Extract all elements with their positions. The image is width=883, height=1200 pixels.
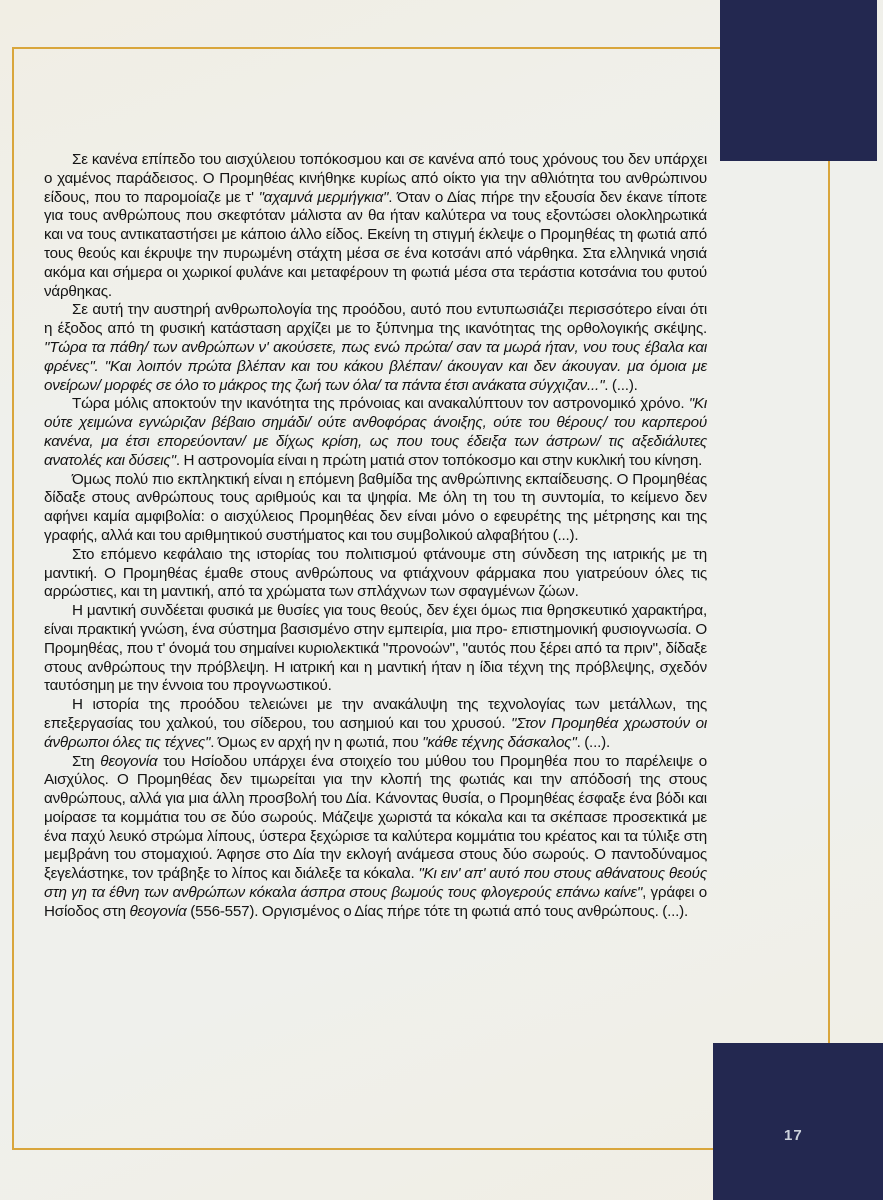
corner-decoration-bottom-right	[713, 1043, 883, 1200]
body-text: Σε αυτή την αυστηρή ανθρωπολογία της προόδου, αυτό που εντυπωσιάζει περισσότερο είναι ότι η έξοδος από τη φυσική κατάσταση αρχίζει με το ξύπνημα της ικανότητας της ορθολογικής σκέψης.	[44, 301, 707, 338]
quoted-italic-text: "Κι ειν' απ' αυτό που στους αθάνατους θεούς στη γη τα έθνη των ανθρώπων κόκαλα άσπρα στους βωμούς τους φλογερούς επάνω καίνε"	[44, 865, 708, 902]
body-text: . (...).	[576, 733, 610, 751]
quoted-italic-text: θεογονία	[129, 902, 187, 920]
body-text: Σε κανένα επίπεδο του αισχύλειου τοπόκοσμου και σε κανένα από τους χρόνους του δεν υπάρχει ο χαμένος παράδεισος. Ο Προμηθέας κινήθηκε κυρίως από οίκτο για την αθλιότητα του ανθρώπινου είδους, που το παρομοίαζε με τ'	[44, 151, 707, 206]
body-text: , γράφει ο Ησίοδος στη	[44, 884, 707, 920]
paragraph	[44, 395, 707, 470]
body-text: . Όμως εν αρχή ην η φωτιά, που	[210, 733, 423, 751]
corner-decoration-top-right	[720, 0, 877, 161]
page-number: 17	[784, 1127, 803, 1144]
paragraph	[44, 546, 707, 602]
paragraph	[44, 602, 707, 696]
body-text: . (...).	[604, 376, 638, 394]
quoted-italic-text: "Κι ούτε χειμώνα εγνώριζαν βέβαιο σημάδι/ ούτε ανθοφόρας άνοιξης, ούτε του θέρους/ του καρπερού κανένα, μα έτσι επορεύονταν/ με δίχως κρίση, ως που τους έδειξα των άστρων/ τις αξεδιάλυτες ανατολές και δύσεις"	[44, 395, 707, 469]
quoted-italic-text: θεογονία	[100, 752, 158, 770]
body-text: Στο επόμενο κεφάλαιο της ιστορίας του πολιτισμού φτάνουμε στη σύνδεση της ιατρικής με τη μαντική. Ο Προμηθέας έμαθε στους ανθρώπους να φτιάχνουν φάρμακα που γιατρεύουν όλες τις αρρώστιες, και τη μαντική, από τα χρώματα των σπλάχνων των σφαγμένων ζώων.	[44, 545, 707, 601]
quoted-italic-text: "Στον Προμηθέα χρωστούν οι άνθρωποι όλες τις τέχνες"	[44, 714, 708, 751]
body-text: (556-557). Οργισμένος ο Δίας πήρε τότε τη φωτιά από τους ανθρώπους. (...).	[186, 902, 689, 920]
quoted-italic-text: "κάθε τέχνης δάσκαλος"	[422, 733, 577, 751]
quoted-italic-text: "αχαμνά μερμήγκια"	[258, 188, 389, 206]
body-text: Η μαντική συνδέεται φυσικά με θυσίες για τους θεούς, δεν έχει όμως πια θρησκευτικό χαρακτήρα, είναι πρακτική γνώση, ένα σύστημα βασισμένο στην εμπειρία, μια προ- επιστημονική φυσιογνωσία. Ο Προμηθέας, που τ' όνομά του σημαίνει κυριολεκτικά "προνοών", "αυτός που ξέρει από τα πριν", δίδαξε στους ανθρώπους την πρόβλεψη. Η ιατρική και η μαντική ήταν η ίδια τέχνη της πρόβλεψης, σχεδόν ταυτόσημη με την έννοια του προγνωστικού.	[44, 602, 707, 695]
paragraph	[44, 696, 707, 752]
body-text: Η ιστορία της προόδου τελειώνει με την ανακάλυψη της τεχνολογίας των μετάλλων, της επεξεργασίας του χαλκού, του σίδερου, του ασημιού και του χρυσού.	[44, 696, 707, 732]
body-text: . Η αστρονομία είναι η πρώτη ματιά στον τοπόκοσμο και στην κυκλική του κίνηση.	[175, 451, 703, 469]
quoted-italic-text: "Τώρα τα πάθη/ των ανθρώπων ν' ακούσετε, πως ενώ πρώτα/ σαν τα μωρά ήταν, νου τους έβαλα και φρένες". "Και λοιπόν πρώτα βλέπαν και του κάκου βλέπαν/ άκουγαν και δεν άκουγαν. μα όμοια με ονείρων/ μορφές σε όλο το μάκρος της ζωή των όλα/ τα πάντα έτσι ανάκατα σύγχιζαν..."	[44, 338, 707, 394]
paragraph	[44, 753, 707, 922]
body-text: Όμως πολύ πιο εκπληκτική είναι η επόμενη βαθμίδα της ανθρώπινης εκπαίδευσης. Ο Προμηθέας δίδαξε στους ανθρώπους τους αριθμούς και τα ψηφία. Με όλη τη του τη συντομία, το κείμενο δεν αφήνει καμία αμφιβολία: ο αισχύλειος Προμηθέας δεν είναι μόνο ο εφευρέτης της μέτρησης και της γραφής, αλλά και του αριθμητικού συστήματος και του συμβολικού αλφαβήτου (...).	[44, 470, 707, 544]
paragraph	[44, 151, 707, 301]
paragraph	[44, 471, 707, 546]
body-text: Στη	[72, 752, 101, 770]
body-text: Τώρα μόλις αποκτούν την ικανότητα της πρόνοιας και ανακαλύπτουν τον αστρονομικό χρόνο.	[72, 395, 689, 413]
article-body-text	[44, 151, 707, 922]
body-text: του Ησίοδου υπάρχει ένα στοιχείο του μύθου του Προμηθέα που το παρέλειψε ο Αισχύλος. Ο Προμηθέας δεν τιμωρείται για την κλοπή της φωτιάς και την απόδοσή της στους ανθρώπους, αλλά για μια άλλη προσβολή του Δία. Κάνοντας θυσία, ο Προμηθέας έσφαξε ένα βόδι και μοίρασε τα κομμάτια του σε δύο σωρούς. Μάζεψε χωριστά τα κόκαλα και τα σκέπασε προσεκτικά με ένα παχύ λευκό στρώμα λίπους, ύστερα ξεχώρισε τα καλύτερα κομμάτια του κρέατος και τα τύλιξε στη μεμβράνη του στομαχιού. Άφησε στο Δία την εκλογή ανάμεσα στους δύο σωρούς. Ο παντοδύναμος ξεγελάστηκε, τον τράβηξε το λίπος και διάλεξε τα κόκαλα.	[44, 752, 707, 883]
body-text: . Όταν ο Δίας πήρε την εξουσία δεν έκανε τίποτε για τους ανθρώπους που σκεφτόταν μάλιστα αν θα ήταν καλύτερα να τους εξοντώσει ολοκληρωτικά και να τους αντικαταστήσει με κάποιο άλλο είδος. Εκείνη τη στιγμή έκλεψε ο Προμηθέας τη φωτιά από τους θεούς και έκρυψε την πυρωμένη στάχτη μέσα σε ένα κοτσάνι από νάρθηκα. Στα ελληνικά νησιά ακόμα και σήμερα οι χωρικοί φυλάνε και μεταφέρουν τη φωτιά μέσα στα τεράστια κοτσάνια του φυτού νάρθηκας.	[44, 188, 707, 300]
paragraph	[44, 301, 707, 395]
